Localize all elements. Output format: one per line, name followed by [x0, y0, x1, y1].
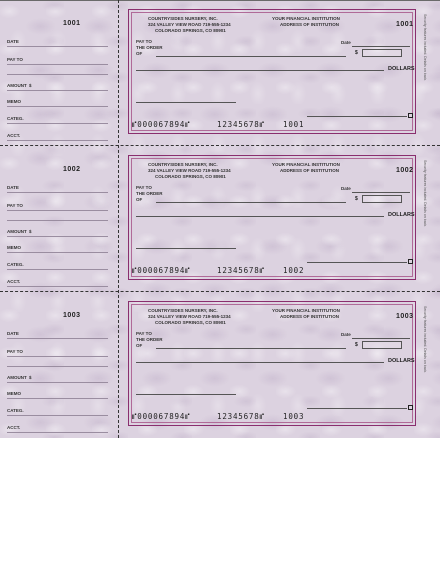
bank-name: YOUR FINANCIAL INSTITUTION: [272, 308, 340, 313]
stub-amount-line: [7, 90, 108, 91]
payee-line: [156, 56, 346, 57]
stub-memo-label: MEMO: [7, 99, 21, 104]
stub-check-number: 1001: [63, 20, 81, 27]
date-label: Date: [341, 186, 351, 191]
stub-amount-label: AMOUNT: [7, 229, 27, 234]
signature-line: [307, 116, 407, 117]
company-city: COLORADO SPRINGS, CO 80901: [155, 28, 226, 33]
check-section-1: [0, 0, 440, 146]
stub-acct-label: ACCT.: [7, 279, 21, 284]
payee-line: [156, 348, 346, 349]
date-line: [352, 46, 410, 47]
stub-pay-to-line-2: [7, 366, 108, 367]
security-notice: Security features included. Details on back.: [423, 160, 427, 228]
stub-categ-line: [7, 269, 108, 270]
stub-categ-line: [7, 123, 108, 124]
dollar-sign: $: [355, 342, 358, 348]
stub-acct-label: ACCT.: [7, 425, 21, 430]
memo-line: [136, 102, 236, 103]
memo-line: [136, 248, 236, 249]
stub-acct-line: [7, 432, 108, 433]
bank-name: YOUR FINANCIAL INSTITUTION: [272, 162, 340, 167]
the-order-label: THE ORDER: [136, 191, 163, 196]
check-body: [128, 155, 416, 280]
bank-name: YOUR FINANCIAL INSTITUTION: [272, 16, 340, 21]
stub-categ-label: CATEG.: [7, 408, 24, 413]
bank-address: ADDRESS OF INSTITUTION: [280, 314, 340, 319]
stub-check-number: 1002: [63, 166, 81, 173]
stub-categ-label: CATEG.: [7, 116, 24, 121]
amount-box[interactable]: [362, 341, 402, 349]
stub-pay-to-label: PAY TO: [7, 349, 23, 354]
stub-pay-to-label: PAY TO: [7, 203, 23, 208]
written-amount-line: [136, 70, 384, 71]
stub-pay-to-line: [7, 356, 108, 357]
dollars-label: DOLLARS: [388, 212, 415, 218]
date-label: Date: [341, 332, 351, 337]
stub-date-label: DATE: [7, 331, 19, 336]
bank-address: ADDRESS OF INSTITUTION: [280, 22, 340, 27]
micr-account: 12345678⑈: [217, 120, 265, 129]
stub-date-label: DATE: [7, 39, 19, 44]
pay-to-label: PAY TO: [136, 331, 152, 336]
stub-memo-label: MEMO: [7, 391, 21, 396]
micr-check-number: 1003: [283, 412, 305, 421]
stub-amount-sign: $: [29, 375, 32, 380]
company-city: COLORADO SPRINGS, CO 80901: [155, 320, 226, 325]
company-name: COUNTRYSIDES NURSERY, INC.: [148, 162, 218, 167]
amount-box[interactable]: [362, 195, 402, 203]
check-section-2: [0, 146, 440, 292]
company-address: 324 VALLEY VIEW ROAD 719-555-1234: [148, 22, 231, 27]
the-order-label: THE ORDER: [136, 337, 163, 342]
signature-line: [307, 408, 407, 409]
date-line: [352, 192, 410, 193]
stub-pay-to-line: [7, 210, 108, 211]
stub-check-number: 1003: [63, 312, 81, 319]
micr-routing: ⑈000067894⑈: [132, 266, 191, 275]
stub-memo-label: MEMO: [7, 245, 21, 250]
micr-check-number: 1001: [283, 120, 305, 129]
company-name: COUNTRYSIDES NURSERY, INC.: [148, 308, 218, 313]
stub-categ-line: [7, 415, 108, 416]
of-label: OF: [136, 51, 143, 56]
stub-amount-label: AMOUNT: [7, 375, 27, 380]
dollars-label: DOLLARS: [388, 358, 415, 364]
security-notice: Security features included. Details on back.: [423, 14, 427, 82]
written-amount-line: [136, 216, 384, 217]
lock-icon: [408, 405, 413, 410]
micr-routing: ⑈000067894⑈: [132, 120, 191, 129]
payee-line: [156, 202, 346, 203]
stub-date-line: [7, 46, 108, 47]
stub-memo-line: [7, 398, 108, 399]
date-line: [352, 338, 410, 339]
of-label: OF: [136, 343, 143, 348]
stub-date-line: [7, 338, 108, 339]
company-name: COUNTRYSIDES NURSERY, INC.: [148, 16, 218, 21]
check-body: [128, 301, 416, 426]
stub-date-line: [7, 192, 108, 193]
stub-amount-sign: $: [29, 229, 32, 234]
check-number: 1003: [396, 313, 414, 320]
stub-amount-label: AMOUNT: [7, 83, 27, 88]
stub-amount-line: [7, 382, 108, 383]
dollars-label: DOLLARS: [388, 66, 415, 72]
stub-amount-sign: $: [29, 83, 32, 88]
pay-to-label: PAY TO: [136, 185, 152, 190]
check-section-3: [0, 292, 440, 438]
check-number: 1001: [396, 21, 414, 28]
memo-line: [136, 394, 236, 395]
lock-icon: [408, 113, 413, 118]
date-label: Date: [341, 40, 351, 45]
stub-pay-to-line-2: [7, 74, 108, 75]
signature-line: [307, 262, 407, 263]
micr-account: 12345678⑈: [217, 412, 265, 421]
stub-pay-to-line-2: [7, 220, 108, 221]
stub-acct-line: [7, 286, 108, 287]
company-city: COLORADO SPRINGS, CO 80901: [155, 174, 226, 179]
company-address: 324 VALLEY VIEW ROAD 719-555-1234: [148, 314, 231, 319]
amount-box[interactable]: [362, 49, 402, 57]
the-order-label: THE ORDER: [136, 45, 163, 50]
dollar-sign: $: [355, 50, 358, 56]
micr-check-number: 1002: [283, 266, 305, 275]
bank-address: ADDRESS OF INSTITUTION: [280, 168, 340, 173]
stub-acct-label: ACCT.: [7, 133, 21, 138]
stub-acct-line: [7, 140, 108, 141]
stub-memo-line: [7, 106, 108, 107]
stub-pay-to-label: PAY TO: [7, 57, 23, 62]
stub-amount-line: [7, 236, 108, 237]
stub-memo-line: [7, 252, 108, 253]
dollar-sign: $: [355, 196, 358, 202]
stub-date-label: DATE: [7, 185, 19, 190]
check-body: [128, 9, 416, 134]
written-amount-line: [136, 362, 384, 363]
micr-routing: ⑈000067894⑈: [132, 412, 191, 421]
of-label: OF: [136, 197, 143, 202]
check-number: 1002: [396, 167, 414, 174]
micr-account: 12345678⑈: [217, 266, 265, 275]
security-notice: Security features included. Details on back.: [423, 306, 427, 374]
pay-to-label: PAY TO: [136, 39, 152, 44]
lock-icon: [408, 259, 413, 264]
stub-categ-label: CATEG.: [7, 262, 24, 267]
stub-pay-to-line: [7, 64, 108, 65]
company-address: 324 VALLEY VIEW ROAD 719-555-1234: [148, 168, 231, 173]
